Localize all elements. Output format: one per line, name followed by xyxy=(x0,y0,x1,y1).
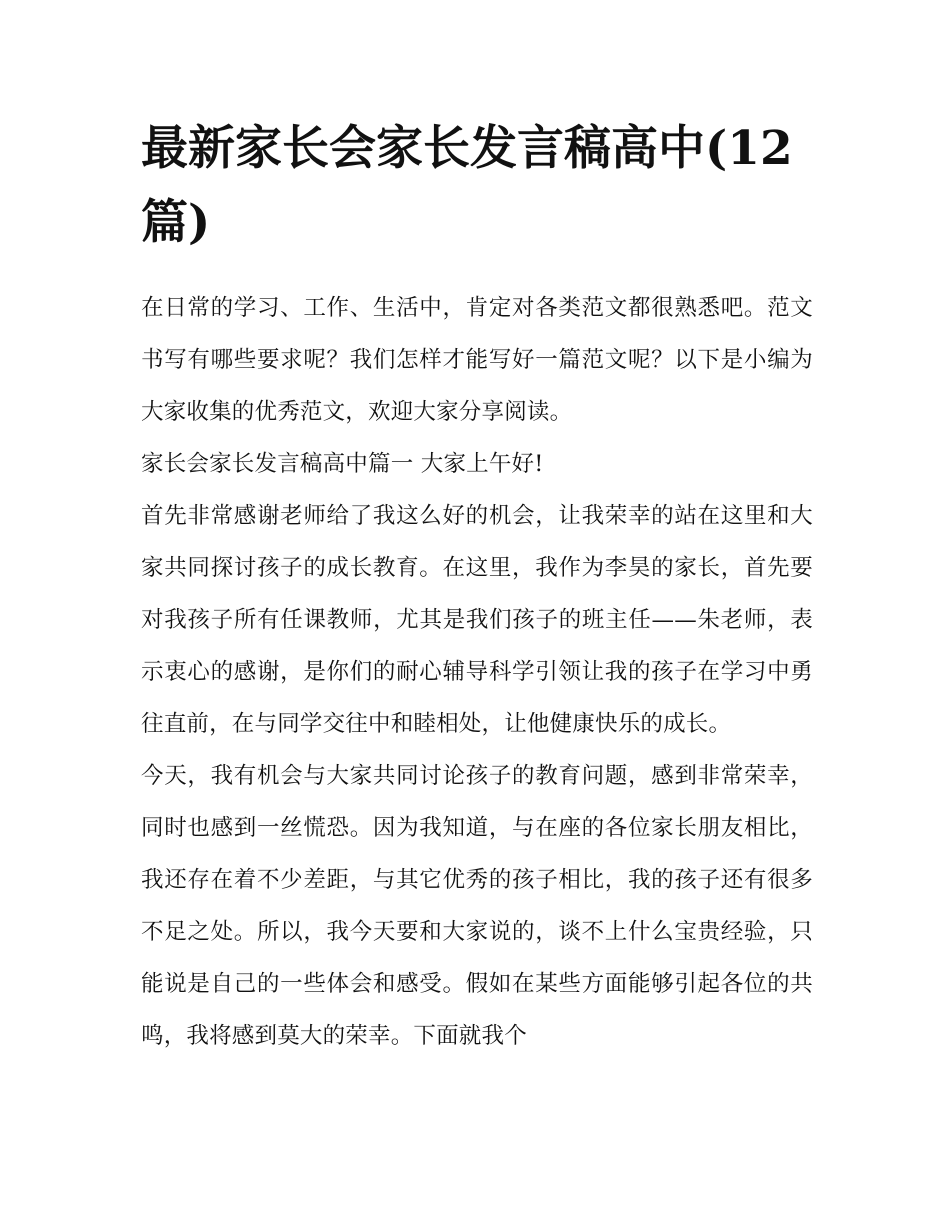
document-title: 最新家长会家长发言稿高中(12篇) xyxy=(141,121,793,250)
paragraph-intro: 在日常的学习、工作、生活中，肯定对各类范文都很熟悉吧。范文书写有哪些要求呢？我们怎样才能写好一篇范文呢？以下是小编为大家收集的优秀范文，欢迎大家分享阅读。 xyxy=(141,295,813,425)
paragraph-today: 今天，我有机会与大家共同讨论孩子的教育问题，感到非常荣幸，同时也感到一丝慌恐。因为我知道，与在座的各位家长朋友相比，我还存在着不少差距，与其它优秀的孩子相比，我的孩子还有很多不足之处。所以，我今天要和大家说的，谈不上什么宝贵经验，只能说是自己的一些体会和感受。假如在某些方面能够引起各位的共鸣，我将感到莫大的荣幸。下面就我个 xyxy=(141,763,813,1049)
paragraph-thanks: 首先非常感谢老师给了我这么好的机会，让我荣幸的站在这里和大家共同探讨孩子的成长教育。在这里，我作为李昊的家长，首先要对我孩子所有任课教师，尤其是我们孩子的班主任——朱老师，表示衷心的感谢，是你们的耐心辅导科学引领让我的孩子在学习中勇往直前，在与同学交往中和睦相处，让他健康快乐的成长。 xyxy=(141,503,813,737)
paragraph-heading-one: 家长会家长发言稿高中篇一 大家上午好! xyxy=(141,451,544,477)
document-body xyxy=(141,112,813,1062)
